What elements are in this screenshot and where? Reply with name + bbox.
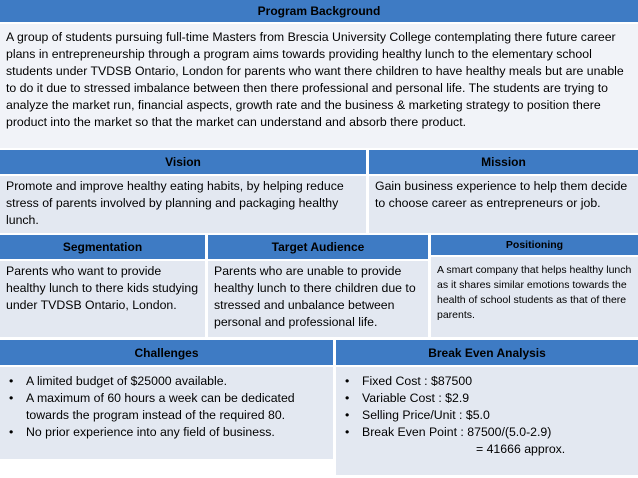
- break-even-item: • Selling Price/Unit : $5.0: [342, 407, 632, 424]
- target-audience-text: Parents who are unable to provide healthy lunch to there children due to stressed and unbalance between personal and professional life.: [208, 261, 428, 337]
- segmentation-header: Segmentation: [0, 235, 205, 259]
- challenges-header: Challenges: [0, 340, 333, 365]
- target-audience-header: Target Audience: [208, 235, 428, 259]
- challenge-item: • A limited budget of $25000 available.: [6, 373, 327, 390]
- positioning-text: A smart company that helps healthy lunch as it shares similar emotions towards the health of school students as that of there parents.: [431, 257, 638, 337]
- break-even-result: = 41666 approx.: [476, 442, 566, 456]
- positioning-header: Positioning: [431, 235, 638, 255]
- vision-text: Promote and improve healthy eating habits, by helping reduce stress of parents involved by planning and packaging healthy lunch.: [0, 176, 366, 233]
- break-even-header: Break Even Analysis: [336, 340, 638, 365]
- program-background-header: Program Background: [0, 0, 638, 22]
- challenge-item: • A maximum of 60 hours a week can be dedicated towards the program instead of the required 80.: [6, 390, 327, 424]
- break-even-item: • Fixed Cost : $87500: [342, 373, 632, 390]
- break-even-item: • Break Even Point : 87500/(5.0-2.9): [342, 424, 632, 441]
- vision-header: Vision: [0, 150, 366, 174]
- mission-text: Gain business experience to help them decide to choose career as entrepreneurs or job.: [369, 176, 638, 233]
- segmentation-text: Parents who want to provide healthy lunch to there kids studying under TVDSB Ontario, London.: [0, 261, 205, 337]
- challenge-item: • No prior experience into any field of business.: [6, 424, 327, 441]
- break-even-list: [336, 367, 638, 475]
- challenges-list: [0, 367, 333, 459]
- break-even-item: • Variable Cost : $2.9: [342, 390, 632, 407]
- program-background-text: A group of students pursuing full-time Masters from Brescia University College contemplating there future career plans in entrepreneurship through a program aims towards providing healthy lunch to the elementary school students under TVDSB Ontario, London for parents who want there children to have healthy meals but are unable to do it due to stressed imbalance between then there professional and personal life. The students are trying to analyze the market run, financial aspects, growth rate and the business & marketing strategy to position there product into the market so that the market can understand and absorb there product.: [0, 24, 638, 148]
- mission-header: Mission: [369, 150, 638, 174]
